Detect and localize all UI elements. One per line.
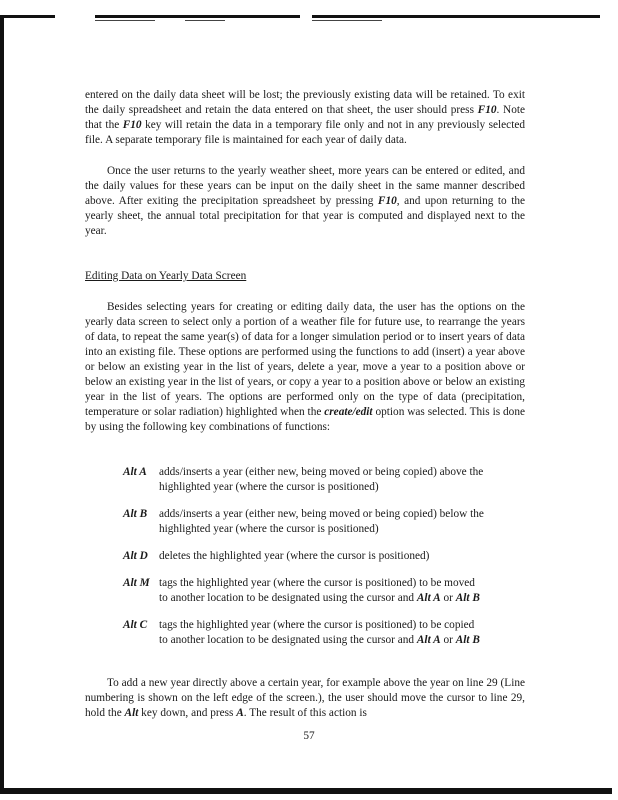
key-label: Alt M — [123, 577, 150, 589]
document-body — [85, 88, 525, 721]
scan-artifact — [312, 20, 382, 21]
key-label: Alt A — [123, 466, 147, 478]
key-label: Alt D — [123, 550, 148, 562]
section-heading: Editing Data on Yearly Data Screen — [85, 270, 247, 282]
list-item: Alt A adds/inserts a year (either new, being moved or being copied) above the highlighted year (where the cursor is positioned) — [123, 466, 484, 493]
paragraph-1: entered on the daily data sheet will be lost; the previously existing data will be retained. To exit the daily spreadsheet and retain the data entered on that sheet, the user should press F10. Note that the F10 key will retain the data in a temporary file only and not in any previously selected file. A separate temporary file is maintained for each year of daily data. — [85, 89, 525, 146]
paragraph-3: Besides selecting years for creating or editing daily data, the user has the options on the yearly data screen to select only a portion of a weather file for future use, to rearrange the years of data, to repeat the same year(s) of data for a longer simulation period or to insert years of data into an existing file. These options are performed using the functions to add (insert) a year above or below an existing year in the list of years, delete a year, move a year to a position above or below an existing year in the list of years, or copy a year to a position above or below an existing year in the list of years. The options are performed only on the type of data (precipitation, temperature or solar radiation) highlighted when the create/edit option was selected. This is done by using the following key combinations of functions: — [85, 301, 525, 433]
key-label: Alt B — [123, 508, 148, 520]
list-item: Alt B adds/inserts a year (either new, being moved or being copied) below the highlighted year (where the cursor is positioned) — [123, 508, 484, 535]
scan-artifact — [95, 20, 155, 21]
scan-border-left — [0, 15, 4, 790]
scan-artifact — [185, 20, 225, 21]
key-combination-list — [85, 465, 525, 648]
key-label: Alt C — [123, 619, 148, 631]
paragraph-4: To add a new year directly above a certain year, for example above the year on line 29 (Line numbering is shown on the left edge of the screen.), the user should move the cursor to line 29, hold the Alt key down, and press A. The result of this action is — [85, 677, 525, 719]
list-item: Alt D deletes the highlighted year (where the cursor is positioned) — [123, 550, 430, 562]
page-number: 57 — [303, 730, 315, 742]
list-item: Alt M tags the highlighted year (where the cursor is positioned) to be moved to another location to be designated using the cursor and Alt A or Alt B — [123, 577, 480, 604]
paragraph-2: Once the user returns to the yearly weather sheet, more years can be entered or edited, and the daily values for these years can be input on the daily sheet in the same manner described above. After exiting the precipitation spreadsheet by pressing F10, and upon returning to the yearly sheet, the annual total precipitation for that year is computed and displayed next to the year. — [85, 165, 525, 237]
scan-border-gap — [55, 14, 95, 19]
scan-border-bottom — [0, 788, 612, 794]
list-item: Alt C tags the highlighted year (where the cursor is positioned) to be copied to another location to be designated using the cursor and Alt A or Alt B — [123, 619, 480, 646]
scan-border-gap — [300, 14, 312, 19]
